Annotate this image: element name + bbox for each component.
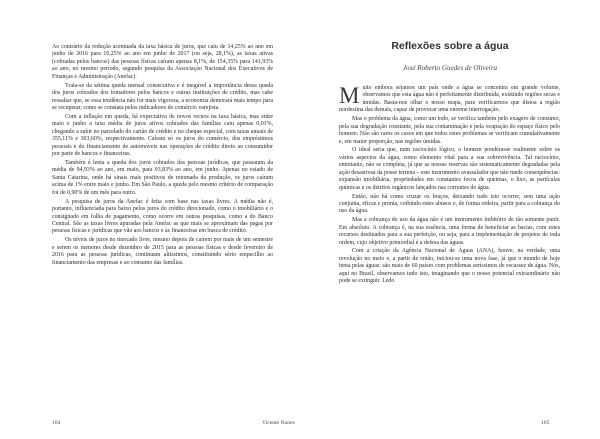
left-page-number: 104: [52, 420, 61, 426]
left-paragraph-1: Ao contrário da redução acentuada da taxa básica de juros, que caiu de 14,25% ao ano em junho de 2016 para 10,25% ao ano em junho de 2017 (ou seja, 28,1%), as taxas ativas (cobradas pelos bancos) das pessoas físicas caíram apenas 8,1%, de 154,35% para 141,93% ao ano, no mesmo período, segundo pesquisa da Associação Nacional dos Executivos de Finanças e Administração (Anefac).: [52, 44, 273, 80]
left-paragraph-2: Trata-se da sétima queda mensal consecutiva e é inegável a importância dessa queda dos juros cobrados dos tomadores pelos bancos e outras instituições de crédito, mas cabe ressaltar que, se essa tendência não for mais vigorosa, a economia demorará mais tempo para se recuperar, como se constata pelos indicadores do comércio varejista.: [52, 82, 273, 112]
right-paragraph-3: O ideal seria que, num raciocínio lógico, o homem pondérasse realmente sobre os vários aspectos da água, como elemento vital para a sua sobrevivência. Tal raciocínio, entretanto, não se completa, já que as nossas reservas são sistematicamente degradadas pela ação desastrosa da posse terrena – este instrumento avassalador que não mede consequências: expansão imobiliária, propriedades em constantes focos de queimas, o lixo, as partículas químicas e os detritos orgânicos lançados nas correntes de água.: [339, 147, 560, 191]
right-paragraph-4: Então, não há como cruzar os braços, deixando tudo isto ocorrer, sem uma ação conjunta, eficaz e pronta, coibindo estes abusos e, de forma ordeira, partir para a cobrança do uso da água.: [339, 193, 560, 215]
left-paragraph-3: Com a inflação em queda, há expectativa de novos recuos na taxa básica, mas entre maio e junho a taxa média de juros ativos cobrados das famílias caiu apenas 0,01%, chegando a subir no parcelado do cartão de crédito e no cheque especial, com taxas anuais de 355,11% e 303,60%, respectivamente. Caíram só os juros do comércio, dos empréstimos pessoais e do financiamento de automóveis nas operações de crédito direto ao consumidor por parte de bancos e financeiras.: [52, 113, 273, 158]
left-paragraph-5: A pesquisa de juros da Anefac é feita com base nas taxas livres. A média não é, portanto, influenciada para baixo pelos juros do crédito direcionado, como o imobiliário e o consignado em folha de pagamento, como ocorre em outras pesquisas, como a do Banco Central. São as taxas livres apuradas pela Anefac as que mais se aproximam das pagas por pessoas físicas e jurídicas que vão aos bancos e às financeiras em busca de crédito.: [52, 198, 273, 235]
left-paragraph-4: Também é lenta a queda dos juros cobrados das pessoas jurídicas, que passaram da média de 94,93% ao ano, em maio, para 93,83% ao ano, em junho. Apenas no estado de Santa Catarina, onde há sinais mais positivos de retomada da produção, os juros caíram acima de 1% entre maio e junho. Em São Paulo, a queda pelo mesmo critério de comparação foi de 0,90% de um mês para outro.: [52, 159, 273, 196]
chapter-title: Reflexões sobre a água: [391, 40, 509, 52]
right-page: [300, 44, 600, 439]
right-paragraph-6: Com a criação da Agência Nacional de Águas (ANA), houve, na verdade, uma revolução no meio e, a partir de então, iniciou-se uma nova fase, já que o mundo de hoje tenta pelas águas: são mais de 60 países com problemas seríssimos de escassez de água. Nós, aqui no Brasil, observamos tudo isto, imaginando que o nosso potencial extraordinário não pode se extinguir. Ledo: [339, 248, 560, 285]
right-paragraph-1-text: uito embora sejamos um país onde a água se concentra em grande volume, observamos que esta água não é perfeitamente distribuída, existindo regiões secas e úmidas. Basta-nos olhar o nosso mapa, para verificarmos que distoa a região nordestina das demais, capaz de provocar uma enorme interrogação.: [339, 85, 560, 114]
running-head-author: Vicente Nunes: [262, 420, 295, 426]
right-paragraph-2: Mas o problema da água, como um todo, se verifica também pelo exagero de consumo, pela sua degradação constante, pela sua contaminação e pela ocupação do espaço físico pelo homem. Não são raros os casos em que todos estes problemas se verificam cumulativamente e, em maior proporção, nas regiões úmidas.: [339, 116, 560, 145]
left-page-body: [52, 44, 273, 268]
drop-cap: M: [339, 83, 360, 108]
right-paragraph-1: [339, 85, 560, 115]
right-paragraph-5: Mas a cobrança do uso da água não é um instrumento inibitório de tão somente punir. Em absoluto. A cobrança é, na sua essência, uma forma de beneficiar as bacias, com estes recursos destinados para a sua perfeição, ou seja, para a implementação de projetos de toda ordem, cujo objetivo primordial é a defesa das águas.: [339, 217, 560, 246]
right-page-body: [339, 85, 560, 287]
left-paragraph-6: Os níveis de juros no mercado livre, mesmo depois de caírem por mais de um semestre e serem os menores desde dezembro de 2015 para as pessoas físicas e desde fevereiro de 2016 para as pessoas jurídicas, continuam altíssimos, constituindo sério empecilho ao financiamento das empresas e ao consumo das famílias.: [52, 237, 273, 266]
chapter-author: José Roberto Guedes de Oliveira: [402, 64, 498, 72]
right-page-number: 105: [541, 420, 550, 426]
